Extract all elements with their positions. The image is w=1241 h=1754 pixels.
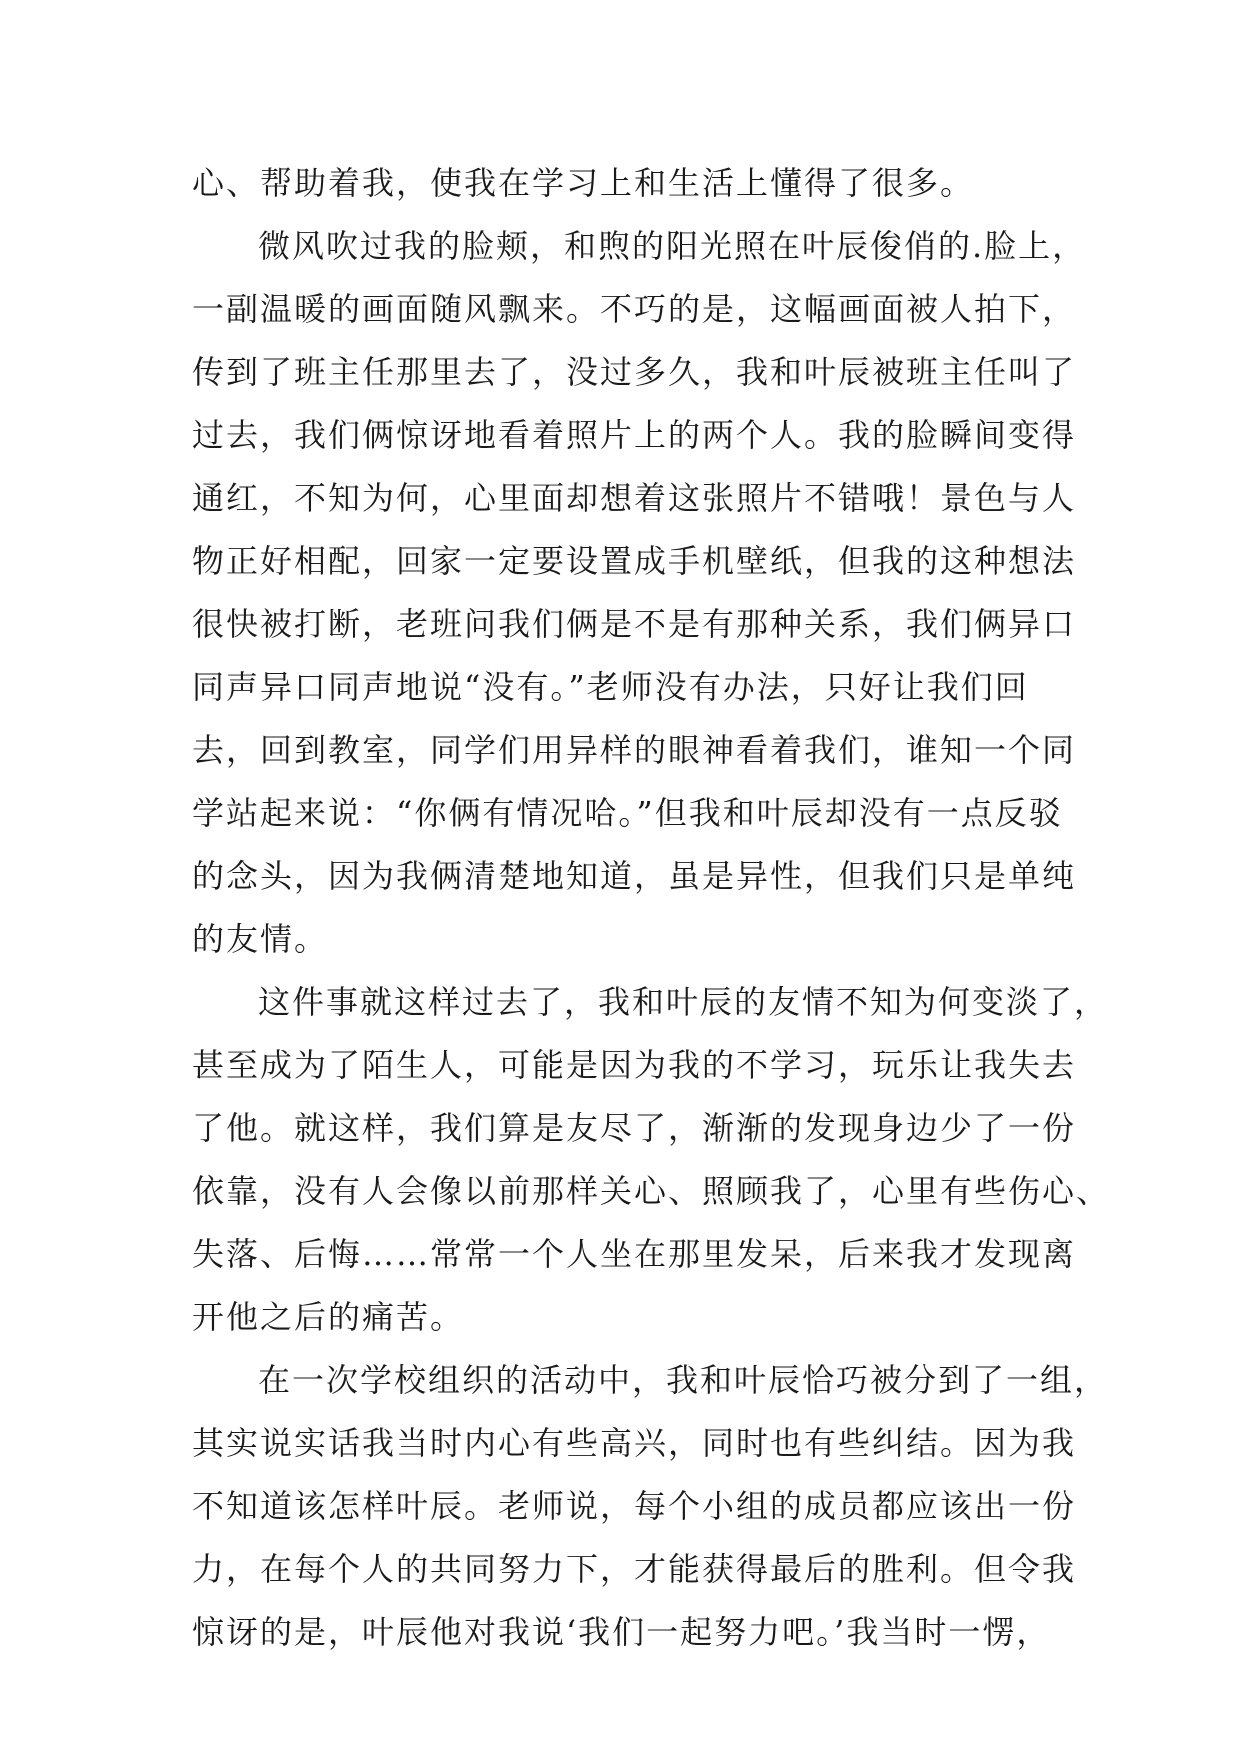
text-line: 的友情。 [192, 920, 329, 958]
text-line: 一副温暖的画面随风飘来。不巧的是，这幅画面被人拍下， [192, 290, 1077, 328]
text-line: 不知道该怎样叶辰。老师说，每个小组的成员都应该出一份 [192, 1487, 1077, 1525]
text-line: 依靠，没有人会像以前那样关心、照顾我了，心里有些伤心、 [192, 1172, 1111, 1210]
text-line: 学站起来说：“你俩有情况哈。”但我和叶辰却没有一点反驳 [192, 794, 1063, 832]
document-body [192, 152, 1111, 1664]
paragraph-first-line: 在一次学校组织的活动中，我和叶辰恰巧被分到了一组， [258, 1361, 1109, 1399]
text-line: 惊讶的是，叶辰他对我说‘我们一起努力吧。’我当时一愣， [192, 1613, 1051, 1651]
paragraph-first-line: 这件事就这样过去了，我和叶辰的友情不知为何变淡了， [258, 983, 1109, 1021]
text-line: 力，在每个人的共同努力下，才能获得最后的胜利。但令我 [192, 1550, 1077, 1588]
text-line: 了他。就这样，我们算是友尽了，渐渐的发现身边少了一份 [192, 1109, 1077, 1147]
paragraph-first-line: 微风吹过我的脸颊，和煦的阳光照在叶辰俊俏的.脸上， [258, 227, 1087, 265]
text-line: 甚至成为了陌生人，可能是因为我的不学习，玩乐让我失去 [192, 1046, 1077, 1084]
text-line: 去，回到教室，同学们用异样的眼神看着我们，谁知一个同 [192, 731, 1077, 769]
text-line: 过去，我们俩惊讶地看着照片上的两个人。我的脸瞬间变得 [192, 416, 1077, 454]
text-line: 同声异口同声地说“没有。”老师没有办法，只好让我们回 [192, 668, 1029, 706]
text-line: 传到了班主任那里去了，没过多久，我和叶辰被班主任叫了 [192, 353, 1077, 391]
text-line: 心、帮助着我，使我在学习上和生活上懂得了很多。 [192, 164, 975, 202]
text-line: 很快被打断，老班问我们俩是不是有那种关系，我们俩异口 [192, 605, 1077, 643]
text-line: 通红，不知为何，心里面却想着这张照片不错哦！景色与人 [192, 479, 1077, 517]
text-line: 物正好相配，回家一定要设置成手机壁纸，但我的这种想法 [192, 542, 1077, 580]
text-line: 的念头，因为我俩清楚地知道，虽是异性，但我们只是单纯 [192, 857, 1077, 895]
text-line: 失落、后悔……常常一个人坐在那里发呆，后来我才发现离 [192, 1235, 1077, 1273]
text-line: 其实说实话我当时内心有些高兴，同时也有些纠结。因为我 [192, 1424, 1077, 1462]
text-line: 开他之后的痛苦。 [192, 1298, 465, 1336]
